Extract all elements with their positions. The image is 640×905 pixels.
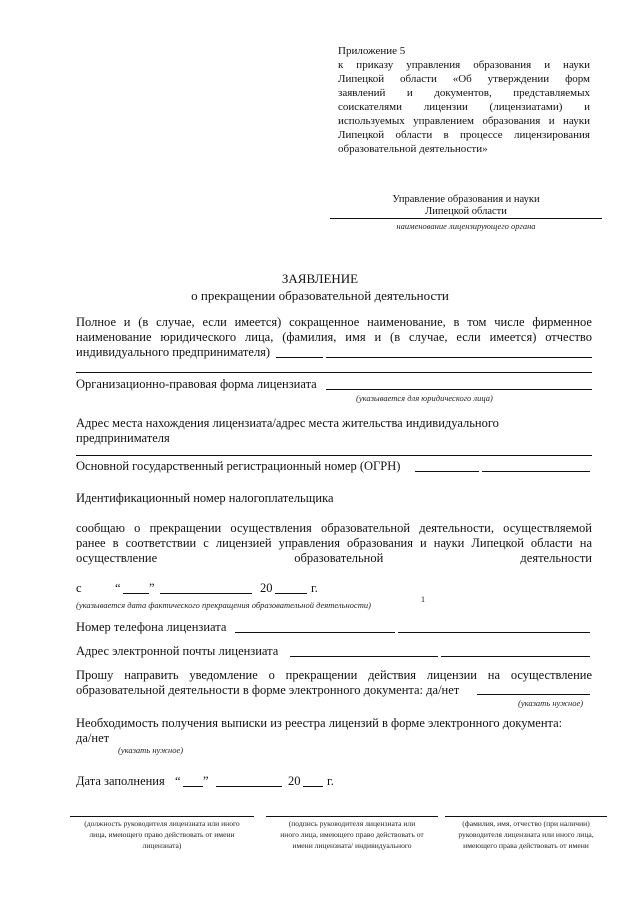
appendix-line: образовательной деятельности» [338,143,488,155]
electronic-notice-input-line[interactable] [477,694,590,695]
name-label-line: наименование юридического лица, (фамилия, имя и (в случае, если имеется) отчество [76,330,592,344]
appendix-line: к приказу управления образования и науки [338,59,590,71]
appendix-line: используемых управлением образования и науки [338,115,590,127]
document-subtitle: о прекращении образовательной деятельности [191,288,449,303]
authority-underline [330,218,602,219]
ogrn-input-line[interactable] [415,471,479,472]
name-input-line[interactable] [326,357,592,358]
termination-date-close-quote: ” [149,581,155,595]
authority-caption: наименование лицензирующего органа [396,221,536,231]
termination-year-suffix: г. [311,581,318,595]
phone-input-line[interactable] [235,632,395,633]
ogrn-label: Основной государственный регистрационный номер (ОГРН) [76,459,401,473]
fill-year-prefix: 20 [288,774,301,788]
termination-date-open-quote: “ [115,581,121,595]
notice-line [76,551,592,566]
registry-extract-line: да/нет [76,731,110,745]
appendix-line: Липецкой области «Об утверждении форм [338,73,590,85]
termination-date-prefix: с [76,581,82,595]
termination-year-input-line[interactable] [275,593,307,594]
address-label-line: предпринимателя [76,431,170,445]
name-input-line[interactable] [76,372,592,373]
address-input-line[interactable] [76,455,592,456]
phone-label: Номер телефона лицензиата [76,620,227,634]
email-input-line[interactable] [441,656,590,657]
appendix-line: Липецкой области в процессе лицензирования [338,129,590,141]
termination-year-prefix: 20 [260,581,273,595]
authority-name-line2: Липецкой области [425,206,507,217]
address-label-line: Адрес места нахождения лицензиата/адрес места жительства индивидуального [76,416,499,430]
appendix-line: заявлений и документов, представляемых [338,87,590,99]
email-input-line[interactable] [290,656,438,657]
signature-input-line[interactable] [266,816,438,817]
authority-name-line1: Управление образования и науки [392,194,540,205]
signature-caption: (подпись руководителя лицензиата или иного лица, имеющего право действовать от имени лицензиата/ индивидуального [280,819,424,850]
notice-word: образовательной [294,551,384,565]
fill-date-open-quote: “ [175,774,181,788]
org-form-label: Организационно-правовая форма лицензиата [76,377,317,391]
termination-date-hint: (указывается дата фактического прекращения образовательной деятельности) [76,600,371,610]
notice-word: осуществление [76,551,158,565]
position-caption: (должность руководителя лицензиата или иного лица, имеющего право действовать от имени лицензиата) [84,819,240,850]
fill-year-suffix: г. [327,774,334,788]
appendix-line: соискателями лицензии (лицензиатами) и [338,101,590,113]
phone-input-line[interactable] [398,632,590,633]
electronic-notice-line: образовательной деятельности в форме электронного документа: да/нет [76,683,460,697]
fill-day-input-line[interactable] [183,786,203,787]
email-label: Адрес электронной почты лицензиата [76,644,279,658]
position-input-line[interactable] [70,816,254,817]
electronic-notice-line: Прошу направить уведомление о прекращении действия лицензии на осуществление [76,668,592,682]
notice-line: сообщаю о прекращении осуществления образовательной деятельности, осуществляемой [76,521,592,535]
ogrn-input-line[interactable] [482,471,590,472]
notice-word: деятельности [520,551,592,565]
fill-year-input-line[interactable] [303,786,323,787]
footnote-marker: 1 [421,595,425,604]
inn-label: Идентификационный номер налогоплательщика [76,491,334,505]
fill-date-close-quote: ” [203,774,209,788]
termination-day-input-line[interactable] [123,593,149,594]
name-label-line: Полное и (в случае, если имеется) сокращенное наименование, в том числе фирменное [76,315,592,329]
notice-line: ранее в соответствии с лицензией управления образования и науки Липецкой области на [76,536,592,550]
name-label-line: индивидуального предпринимателя) [76,345,271,359]
name-input-line[interactable] [276,357,323,358]
termination-month-input-line[interactable] [160,593,252,594]
registry-extract-hint: (указать нужное) [118,745,184,755]
document-title: ЗАЯВЛЕНИЕ [281,271,359,286]
registry-extract-line: Необходимость получения выписки из реестра лицензий в форме электронного документа: [76,716,563,730]
org-form-input-line[interactable] [326,389,592,390]
electronic-notice-hint: (указать нужное) [518,698,584,708]
fill-date-label: Дата заполнения [76,774,165,788]
full-name-caption: (фамилия, имя, отчество (при наличии) руководителя лицензиата или иного лица, имеющего права действовать от имени [458,819,594,850]
fill-month-input-line[interactable] [216,786,282,787]
full-name-input-line[interactable] [445,816,607,817]
org-form-hint: (указывается для юридического лица) [356,393,493,403]
appendix-title: Приложение 5 [338,45,406,57]
